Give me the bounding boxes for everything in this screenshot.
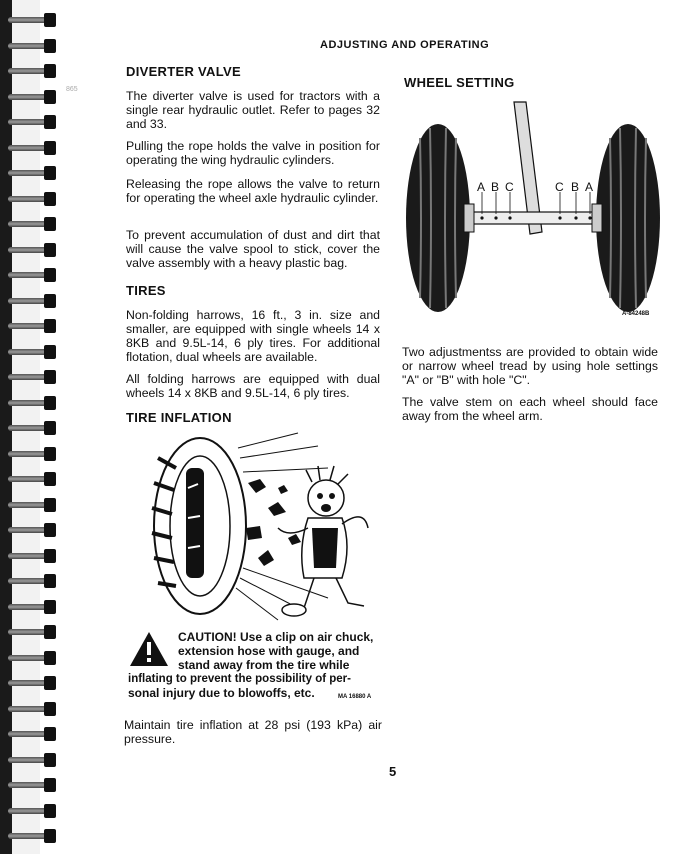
caution-line: CAUTION! Use a clip on air chuck, — [178, 630, 374, 644]
wheel-figure-code: A-84248B — [622, 311, 650, 317]
punch-hole — [44, 370, 56, 384]
tires-paragraph-1: Non-folding harrows, 16 ft., 3 in. size and smaller, are equipped with single wheels 14 x 8KB and 9.5L-14, 6 ply tires. For additional flotation, dual wheels are available. — [126, 308, 380, 364]
diverter-paragraph-3: Releasing the rope allows the valve to return for operating the wheel axle hydraulic cylinder. — [126, 177, 380, 205]
coil-wire — [8, 349, 48, 355]
right-tire — [592, 124, 660, 312]
binding-coil — [8, 395, 58, 411]
hole-label-right-c: C — [555, 180, 564, 194]
coil-wire — [8, 170, 48, 176]
binding-coil — [8, 38, 58, 54]
binding-coil — [8, 726, 58, 742]
binding-coil — [8, 12, 58, 28]
coil-wire — [8, 425, 48, 431]
binding-coil — [8, 114, 58, 130]
caution-line: extension hose with gauge, and — [178, 644, 360, 658]
coil-wire — [8, 323, 48, 329]
binding-coil — [8, 140, 58, 156]
punch-hole — [44, 727, 56, 741]
coil-wire — [8, 476, 48, 482]
coil-wire — [8, 451, 48, 457]
punch-hole — [44, 804, 56, 818]
binding-coil — [8, 63, 58, 79]
page-number: 5 — [389, 764, 397, 779]
diverter-paragraph-2: Pulling the rope holds the valve in position for operating the wing hydraulic cylinders. — [126, 139, 380, 167]
coil-wire — [8, 808, 48, 814]
binding-coil — [8, 369, 58, 385]
punch-hole — [44, 549, 56, 563]
punch-hole — [44, 778, 56, 792]
warning-triangle-icon — [128, 630, 170, 668]
diverter-paragraph-1: The diverter valve is used for tractors with a single rear hydraulic outlet. Refer to pages 32 and 33. — [126, 89, 380, 131]
binding-coil — [8, 216, 58, 232]
binding-coil — [8, 89, 58, 105]
diverter-heading: DIVERTER VALVE — [126, 64, 241, 79]
wheel-setting-diagram — [402, 98, 662, 322]
punch-hole — [44, 447, 56, 461]
coil-wire — [8, 782, 48, 788]
tires-paragraph-2: All folding harrows are equipped with dual wheels 14 x 8KB and 9.5L-14, 6 ply tires. — [126, 372, 380, 400]
axle — [464, 212, 602, 224]
coil-wire — [8, 629, 48, 635]
coil-wire — [8, 655, 48, 661]
coil-wire — [8, 502, 48, 508]
coil-wire — [8, 43, 48, 49]
punch-hole — [44, 396, 56, 410]
binding-coil — [8, 242, 58, 258]
punch-hole — [44, 141, 56, 155]
punch-hole — [44, 345, 56, 359]
binding-coil — [8, 599, 58, 615]
binding-coil — [8, 497, 58, 513]
punch-hole — [44, 574, 56, 588]
tire-blowoff-illustration — [128, 428, 384, 624]
punch-hole — [44, 166, 56, 180]
punch-hole — [44, 702, 56, 716]
inflation-figure-code: MA 16880 A — [338, 694, 372, 700]
punch-hole — [44, 829, 56, 843]
wheel-setting-paragraph-1: Two adjustmentss are provided to obtain wide or narrow wheel tread by using hole settings "A" or "B" with hole "C". — [402, 345, 658, 387]
punch-hole — [44, 294, 56, 308]
coil-wire — [8, 604, 48, 610]
caution-line: inflating to prevent the possibility of per- — [128, 673, 351, 685]
binding-coil — [8, 675, 58, 691]
punch-hole — [44, 625, 56, 639]
coil-wire — [8, 119, 48, 125]
punch-hole — [44, 217, 56, 231]
punch-hole — [44, 523, 56, 537]
spiral-binding — [0, 0, 40, 854]
coil-wire — [8, 757, 48, 763]
binding-coil — [8, 191, 58, 207]
punch-hole — [44, 651, 56, 665]
hole-label-right-a: A — [585, 180, 594, 194]
binding-coil — [8, 777, 58, 793]
punch-hole — [44, 243, 56, 257]
punch-hole — [44, 498, 56, 512]
binding-coil — [8, 573, 58, 589]
binding-coil — [8, 624, 58, 640]
punch-hole — [44, 421, 56, 435]
coil-wire — [8, 833, 48, 839]
punch-hole — [44, 192, 56, 206]
caution-line: stand away from the tire while — [178, 658, 350, 672]
binding-coil — [8, 548, 58, 564]
punch-hole — [44, 600, 56, 614]
binding-coil — [8, 318, 58, 334]
coil-wire — [8, 374, 48, 380]
punch-hole — [44, 115, 56, 129]
punch-hole — [44, 90, 56, 104]
punch-hole — [44, 319, 56, 333]
coil-wire — [8, 731, 48, 737]
coil-wire — [8, 553, 48, 559]
punch-hole — [44, 676, 56, 690]
left-tire — [406, 124, 474, 312]
coil-wire — [8, 272, 48, 278]
punch-hole — [44, 472, 56, 486]
binding-coil — [8, 165, 58, 181]
debris — [246, 479, 301, 566]
hole-label-left-a: A — [477, 180, 486, 194]
page-header: ADJUSTING AND OPERATING — [320, 39, 490, 51]
coil-wire — [8, 680, 48, 686]
hole-label-right-b: B — [571, 180, 580, 194]
maintain-pressure-text: Maintain tire inflation at 28 psi (193 kPa) air pressure. — [124, 718, 382, 746]
coil-wire — [8, 145, 48, 151]
coil-wire — [8, 298, 48, 304]
binding-coil — [8, 752, 58, 768]
tire-drawing — [152, 438, 246, 614]
binding-coil — [8, 522, 58, 538]
punch-hole — [44, 753, 56, 767]
binding-coil — [8, 267, 58, 283]
hole-label-left-c: C — [505, 180, 514, 194]
caution-line: sonal injury due to blowoffs, etc. — [128, 686, 315, 700]
hole-label-left-b: B — [491, 180, 500, 194]
coil-wire — [8, 578, 48, 584]
coil-wire — [8, 400, 48, 406]
tires-heading: TIRES — [126, 283, 166, 298]
coil-wire — [8, 221, 48, 227]
punch-hole — [44, 64, 56, 78]
coil-wire — [8, 94, 48, 100]
pencil-note: 865 — [66, 86, 78, 93]
coil-wire — [8, 247, 48, 253]
binding-coil — [8, 293, 58, 309]
binding-coil — [8, 446, 58, 462]
coil-wire — [8, 17, 48, 23]
binding-coil — [8, 650, 58, 666]
tire-inflation-heading: TIRE INFLATION — [126, 410, 232, 425]
coil-wire — [8, 527, 48, 533]
coil-wire — [8, 706, 48, 712]
binding-coil — [8, 344, 58, 360]
punch-hole — [44, 13, 56, 27]
diverter-paragraph-4: To prevent accumulation of dust and dirt that will cause the valve spool to stick, cover the valve assembly with a heavy plastic bag. — [126, 228, 380, 270]
binding-coil — [8, 701, 58, 717]
wheel-setting-heading: WHEEL SETTING — [404, 75, 515, 90]
coil-wire — [8, 68, 48, 74]
binding-coil — [8, 471, 58, 487]
binding-coil — [8, 828, 58, 844]
binding-coil — [8, 420, 58, 436]
punch-hole — [44, 268, 56, 282]
binding-coil — [8, 803, 58, 819]
wheel-setting-paragraph-2: The valve stem on each wheel should face away from the wheel arm. — [402, 395, 658, 423]
coil-wire — [8, 196, 48, 202]
caution-block — [128, 630, 384, 700]
punch-hole — [44, 39, 56, 53]
